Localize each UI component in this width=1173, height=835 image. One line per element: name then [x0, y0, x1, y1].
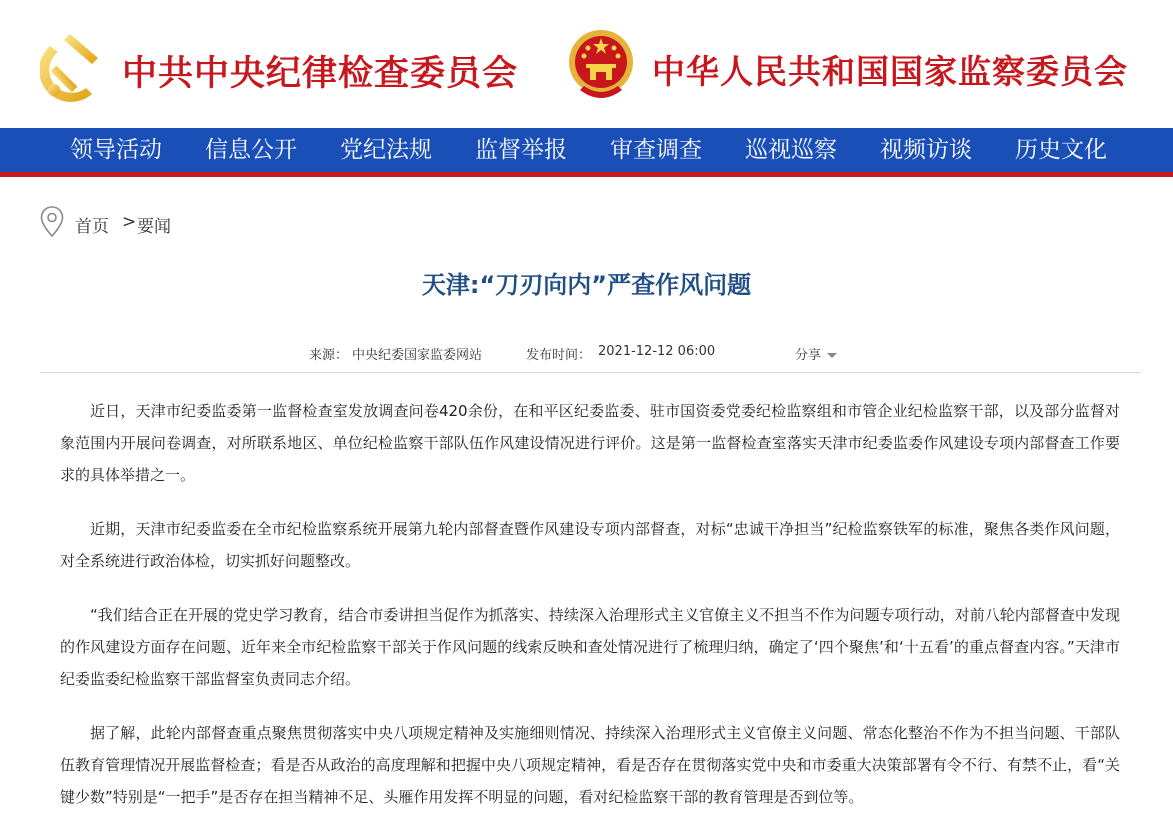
location-pin-icon: [40, 206, 64, 238]
article-body: [60, 395, 1120, 835]
party-emblem-icon[interactable]: [40, 28, 110, 102]
divider: [40, 372, 1141, 373]
source-label: 来源：: [309, 348, 349, 363]
nav-item[interactable]: 监督举报: [475, 137, 567, 163]
time-label: 发布时间：: [526, 348, 592, 363]
nav-item[interactable]: 党纪法规: [340, 137, 432, 163]
site-header: [0, 0, 1173, 128]
caret-down-icon: [827, 353, 837, 358]
nav-list: [0, 128, 1173, 172]
nav-item[interactable]: 视频访谈: [880, 137, 972, 163]
publish-time: 2021-12-12 06:00: [598, 344, 716, 359]
share-button[interactable]: [795, 344, 837, 363]
article-paragraph: “我们结合正在开展的党史学习教育，结合市委讲担当促作为抓落实、持续深入治理形式主义官僚主义不担当不作为问题专项行动，对前八轮内部督查中发现的作风建设方面存在问题、近年来全市纪检监察干部关于作风问题的线索反映和查处情况进行了梳理归纳，确定了‘四个聚焦’和‘十五看’的重点督查内容。”天津市纪委监委纪检监察干部监督室负责同志介绍。: [60, 606, 1120, 688]
cpc-ccdi-title[interactable]: 中共中央纪律检查委员会: [122, 53, 519, 94]
nav-item[interactable]: 历史文化: [1015, 137, 1107, 163]
article-paragraph: 近日，天津市纪委监委第一监督检查室发放调查问卷420余份，在和平区纪委监委、驻市国资委党委纪检监察组和市管企业纪检监察干部，以及部分监督对象范围内开展问卷调查，对所联系地区、单位纪检监察干部队伍作风建设情况进行评价。这是第一监督检查室落实天津市纪委监委作风建设专项内部督查工作要求的具体举措之一。: [60, 402, 1120, 484]
source-value: 中央纪委国家监委网站: [352, 348, 483, 363]
share-label: 分享: [795, 348, 822, 363]
national-emblem-icon[interactable]: [566, 26, 636, 104]
main-nav: [0, 128, 1173, 177]
breadcrumb-home-link[interactable]: 首页: [75, 217, 109, 237]
article-title: 天津:“刀刃向内”严查作风问题: [421, 271, 752, 299]
nav-item[interactable]: 巡视巡察: [745, 137, 837, 163]
article-paragraph: 近期，天津市纪委监委在全市纪检监察系统开展第九轮内部督查暨作风建设专项内部督查，对标“忠诚干净担当”纪检监察铁军的标准，聚焦各类作风问题，对全系统进行政治体检，切实抓好问题整改。: [60, 520, 1120, 570]
nav-item[interactable]: 信息公开: [205, 137, 297, 163]
breadcrumb-current[interactable]: 要闻: [137, 217, 171, 237]
article-paragraph: 据了解，此轮内部督查重点聚焦贯彻落实中央八项规定精神及实施细则情况、持续深入治理形式主义官僚主义问题、常态化整治不作为不担当问题、干部队伍教育管理情况开展监督检查；看是否从政治的高度理解和把握中央八项规定精神，看是否存在贯彻落实党中央和市委重大决策部署有令不行、有禁不止，看“关键少数”特别是“一把手”是否存在担当精神不足、头雁作用发挥不明显的问题，看对纪检监察干部的教育管理是否到位等。: [60, 724, 1120, 806]
nav-item[interactable]: 审查调查: [610, 137, 702, 163]
nsc-title[interactable]: 中华人民共和国国家监察委员会: [652, 52, 1128, 91]
breadcrumb-separator: >: [122, 212, 137, 232]
nav-item[interactable]: 领导活动: [70, 137, 162, 163]
